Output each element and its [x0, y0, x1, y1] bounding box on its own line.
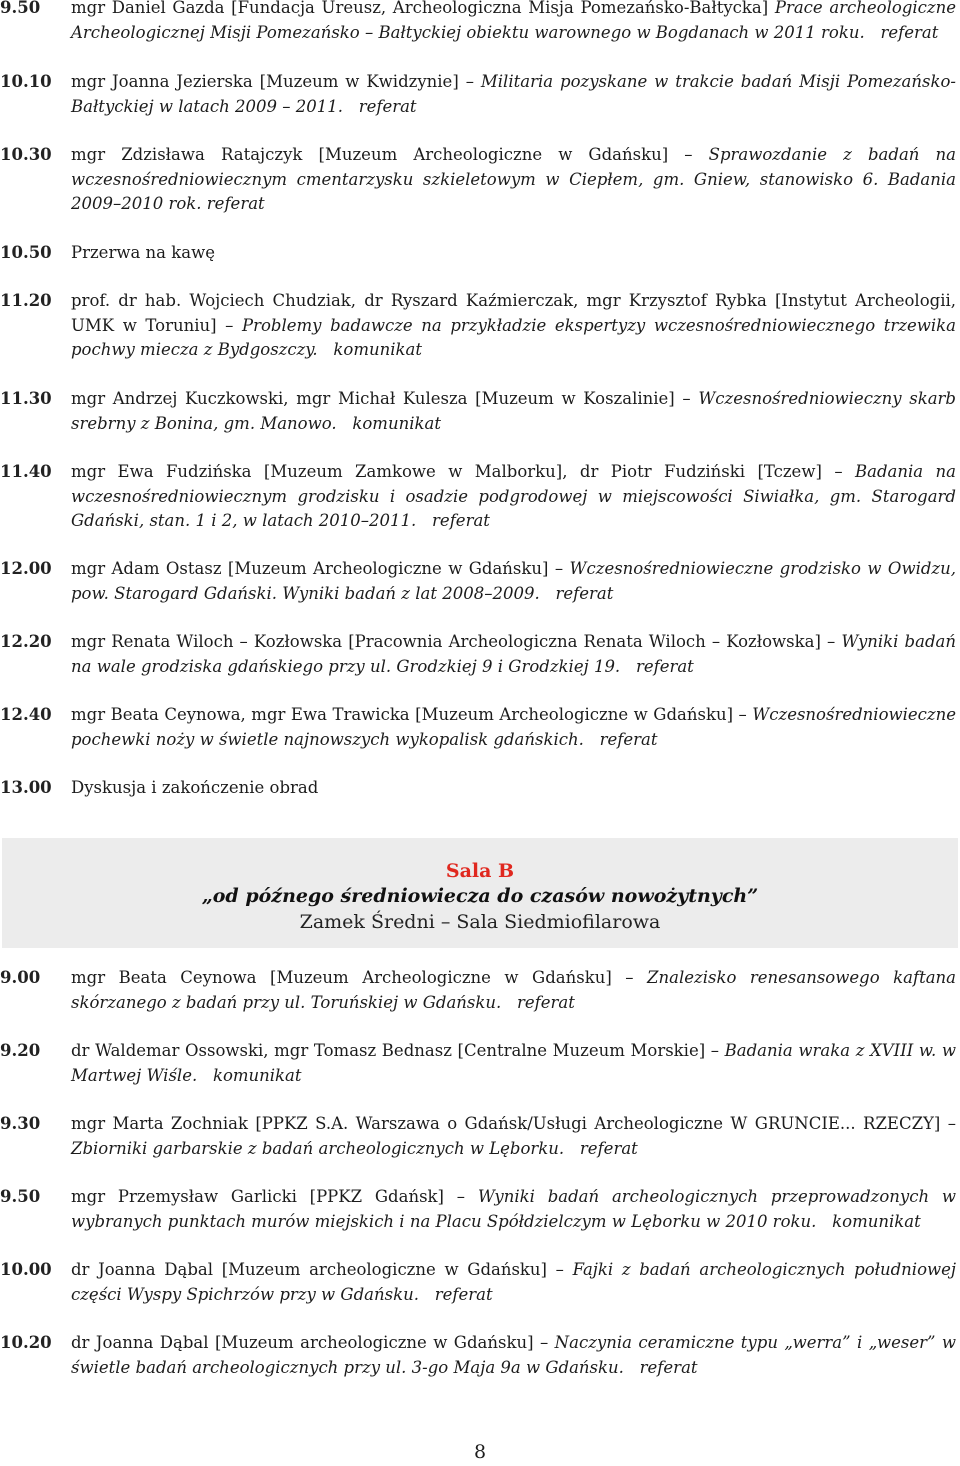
- entry-time: 9.50: [0, 0, 41, 17]
- entry-speakers: mgr Daniel Gazda [Fundacja Ureusz, Archeologiczna Misja Pomezańsko-Bałtycka]: [71, 0, 775, 17]
- section-name: Sala B: [445, 860, 515, 882]
- entry-speakers: mgr Marta Zochniak [PPKZ S.A. Warszawa o Gdańsk/Usługi Archeologiczne W GRUNCIE... RZECZY] –: [71, 1114, 956, 1133]
- entry-title: Militaria pozyskane w trakcie badań Misji Pomezańsko-Bałtyckiej w latach 2009 – 2011.: [71, 72, 956, 116]
- section-place: Zamek Średni – Sala Siedmiofilarowa: [299, 911, 661, 933]
- entry-body: [71, 1331, 956, 1380]
- entry-speakers: mgr Beata Ceynowa [Muzeum Archeologiczne w Gdańsku] –: [71, 968, 648, 987]
- entry-time: 12.40: [0, 705, 52, 724]
- entry-body: [71, 1039, 956, 1088]
- section-header-sala-b: [2, 838, 958, 948]
- entry-body: [71, 70, 956, 119]
- entry-speakers: dr Joanna Dąbal [Muzeum archeologiczne w Gdańsku] –: [71, 1333, 555, 1352]
- entry-type: referat: [206, 194, 265, 213]
- entry-body: [71, 289, 956, 363]
- entry-time: 9.30: [0, 1114, 41, 1133]
- entry-speakers: mgr Przemysław Garlicki [PPKZ Gdańsk] –: [71, 1187, 478, 1206]
- entry-body: [71, 966, 956, 1015]
- entry-body: [71, 557, 956, 606]
- entry-body: [71, 1258, 956, 1307]
- entry-body: [71, 0, 956, 45]
- entry-time: 11.20: [0, 291, 52, 310]
- entry-time: 10.00: [0, 1260, 52, 1279]
- page-number: 8: [473, 1441, 487, 1463]
- entry-type: referat: [880, 22, 939, 42]
- entry-body: [71, 1112, 956, 1161]
- entry-speakers: mgr Ewa Fudzińska [Muzeum Zamkowe w Malborku], dr Piotr Fudziński [Tczew] –: [71, 462, 855, 481]
- entry-time: 11.40: [0, 462, 52, 481]
- entry-speakers: prof. dr hab. Wojciech Chudziak, dr Ryszard Kaźmierczak, mgr Krzysztof Rybka [Instytut Archeologii, UMK w Toruniu] –: [71, 291, 956, 335]
- entry-title: Wczesnośredniowieczne pochewki noży w świetle najnowszych wykopalisk gdańskich.: [71, 705, 956, 749]
- entry-type: referat: [517, 992, 575, 1012]
- entry-title: Badania na wczesnośredniowiecznym grodzisku i osadzie podgrodowej w miejscowości Siwiałka, gm. Starogard Gdański, stan. 1 i 2, w latach 2010–2011.: [71, 462, 956, 530]
- entry-type: komunikat: [832, 1211, 921, 1231]
- entry-type: referat: [639, 1357, 698, 1377]
- entry-body: [71, 703, 956, 752]
- entry-title: Prace archeologiczne Archeologicznej Misji Pomezańsko – Bałtyckiej obiektu warownego w Bogdanach w 2011 roku.: [71, 0, 956, 42]
- entry-body: Dyskusja i zakończenie obrad: [71, 778, 319, 797]
- entry-type: referat: [358, 96, 417, 116]
- entry-type: komunikat: [212, 1065, 302, 1085]
- entry-time: 10.10: [0, 72, 52, 91]
- entry-type: referat: [579, 1138, 638, 1158]
- entry-body: [71, 1185, 956, 1234]
- section-theme: „od późnego średniowiecza do czasów nowożytnych”: [201, 885, 759, 907]
- entry-time: 9.00: [0, 968, 41, 987]
- entry-time: 11.30: [0, 389, 52, 408]
- entry-time: 12.00: [0, 559, 52, 578]
- entry-time: 10.20: [0, 1333, 52, 1352]
- entry-type: referat: [635, 656, 694, 676]
- entry-title: Wyniki badań na wale grodziska gdańskiego przy ul. Grodzkiej 9 i Grodzkiej 19.: [71, 632, 956, 676]
- entry-title: Zbiorniki garbarskie z badań archeologicznych w Lęborku.: [71, 1138, 565, 1158]
- entry-time: 9.50: [0, 1187, 41, 1206]
- entry-title: Wczesnośredniowieczne grodzisko w Owidzu, pow. Starogard Gdański. Wyniki badań z lat 2008–2009.: [71, 559, 956, 603]
- entry-type: referat: [432, 511, 490, 530]
- entry-speakers: mgr Beata Ceynowa, mgr Ewa Trawicka [Muzeum Archeologiczne w Gdańsku] –: [71, 705, 753, 724]
- entry-speakers: mgr Joanna Jezierska [Muzeum w Kwidzynie] –: [71, 72, 481, 91]
- entry-time: 10.50: [0, 243, 52, 262]
- entry-type: referat: [599, 729, 658, 749]
- entry-body: [71, 387, 956, 436]
- entry-title: Wczesnośredniowieczny skarb srebrny z Bonina, gm. Manowo.: [71, 389, 956, 433]
- entry-body: [71, 630, 956, 679]
- entry-title: Znalezisko renesansowego kaftana skórzanego z badań przy ul. Toruńskiej w Gdańsku.: [71, 968, 956, 1012]
- entry-title: Fajki z badań archeologicznych południowej części Wyspy Spichrzów przy w Gdańsku.: [71, 1260, 957, 1304]
- entry-time: 10.30: [0, 145, 52, 164]
- entry-type: komunikat: [333, 340, 422, 359]
- entry-body: [71, 460, 956, 534]
- entry-title: Wyniki badań archeologicznych przeprowadzonych w wybranych punktach murów miejskich i na Placu Spółdzielczym w Lęborku w 2010 roku.: [71, 1187, 956, 1231]
- entry-speakers: mgr Adam Ostasz [Muzeum Archeologiczne w Gdańsku] –: [71, 559, 570, 578]
- entry-title: Sprawozdanie z badań na wczesnośredniowiecznym cmentarzysku szkieletowym w Ciepłem, gm. Gniew, stanowisko 6. Badania 2009–2010 rok.: [71, 145, 956, 213]
- entry-title: Badania wraka z XVIII w. w Martwej Wiśle.: [71, 1041, 957, 1085]
- entry-time: 12.20: [0, 632, 52, 651]
- entry-speakers: mgr Zdzisława Ratajczyk [Muzeum Archeologiczne w Gdańsku] –: [71, 145, 709, 164]
- entry-body: Przerwa na kawę: [71, 243, 215, 262]
- entry-speakers: mgr Renata Wiloch – Kozłowska [Pracownia Archeologiczna Renata Wiloch – Kozłowska] –: [71, 632, 842, 651]
- entry-title: Naczynia ceramiczne typu „werra” i „weser” w świetle badań archeologicznych przy ul. 3-go Maja 9a w Gdańsku.: [71, 1333, 957, 1377]
- entry-type: referat: [555, 583, 614, 603]
- entry-speakers: dr Joanna Dąbal [Muzeum archeologiczne w Gdańsku] –: [71, 1260, 573, 1279]
- entry-speakers: mgr Andrzej Kuczkowski, mgr Michał Kulesza [Muzeum w Koszalinie] –: [71, 389, 699, 408]
- entry-body: [71, 143, 956, 217]
- entry-speakers: dr Waldemar Ossowski, mgr Tomasz Bednasz [Centralne Muzeum Morskie] –: [71, 1041, 725, 1060]
- entry-type: referat: [434, 1284, 493, 1304]
- entry-time: 13.00: [0, 778, 52, 797]
- entry-type: komunikat: [352, 413, 441, 433]
- entry-title: Problemy badawcze na przykładzie ekspertyzy wczesnośredniowiecznego trzewika pochwy miecza z Bydgoszczy.: [71, 315, 956, 359]
- entry-time: 9.20: [0, 1041, 41, 1060]
